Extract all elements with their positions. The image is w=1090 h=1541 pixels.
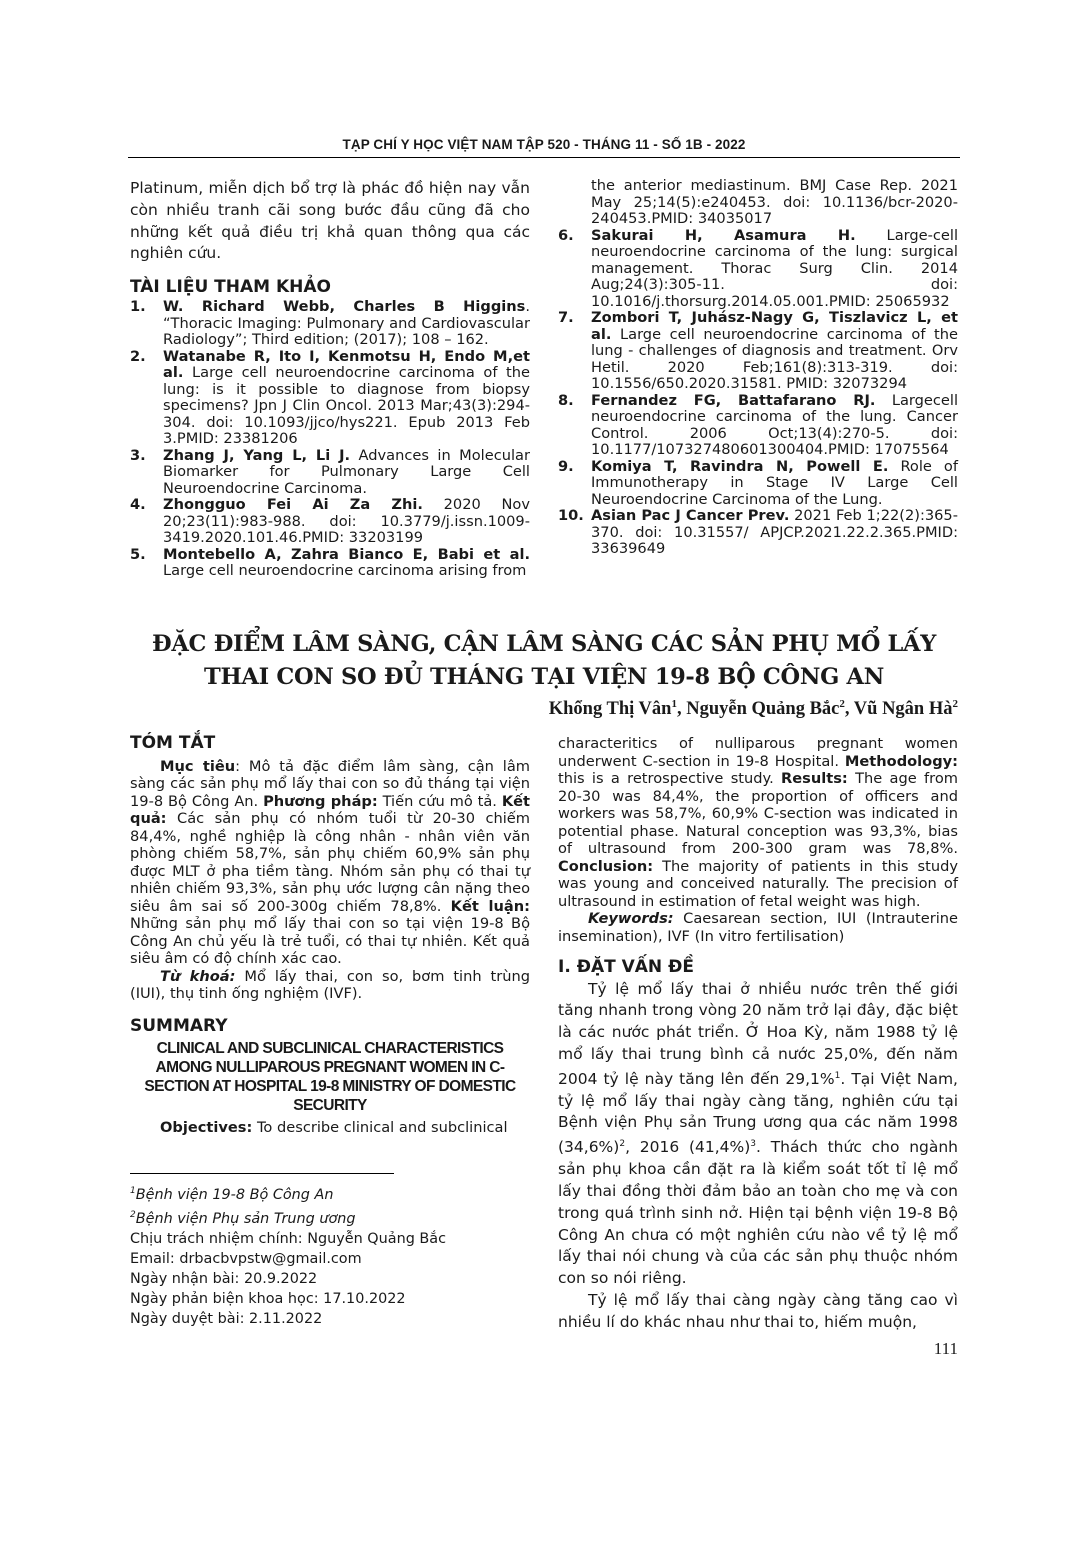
reference-text bbox=[163, 349, 530, 448]
article-authors: Khổng Thị Vân$^1$, Nguyễn Quảng Bắc$^2$, Vũ Ngân $Hà^2$ bbox=[548, 698, 958, 720]
reference-number: 7. bbox=[558, 309, 574, 326]
prev-article-closing-paragraph: Platinum, miễn dịch bổ trợ là phác đồ hiện nay vẫn còn nhiều tranh cãi song bước đầu cũng đã cho những kết quả điều trị khả quan thông qua các nghiên cứu. bbox=[130, 179, 530, 263]
reference-citation: Role of Immunotherapy in Stage IV Large Cell Neuroendocrine Carcinoma of the Lung. bbox=[591, 457, 959, 508]
reference-authors: Watanabe R, Ito I, Kenmotsu H, Endo M,et al. bbox=[163, 347, 530, 382]
intro-heading: I. ĐẶT VẤN ĐỀ bbox=[558, 957, 694, 977]
reference-authors: Montebello A, Zahra Bianco E, Babi et al. bbox=[163, 545, 530, 563]
reference-number: 5. bbox=[130, 545, 146, 563]
reference-authors: Zhang J, Yang L, Li J. bbox=[163, 446, 351, 464]
page-number: 111 bbox=[933, 1339, 958, 1358]
reference-citation: Advances in Molecular Biomarker for Pulmonary Large Cell Neuroendocrine Carcinoma. bbox=[163, 446, 530, 497]
reference-text bbox=[163, 547, 530, 580]
prev-article-right-column bbox=[558, 178, 958, 558]
en-abstract-title: CLINICAL AND SUBCLINICAL CHARACTERISTICS AMONG NULLIPAROUS PREGNANT WOMEN IN C-SECTION AT HOSPITAL 19-8 MINISTRY OF DOMESTIC SECURITY bbox=[144, 1040, 516, 1114]
author-affiliation: 2 bbox=[839, 698, 845, 710]
vn-abstract-heading: TÓM TẮT bbox=[130, 733, 216, 753]
conclusion-label: Conclusion: bbox=[558, 857, 654, 875]
reference-item bbox=[558, 508, 958, 558]
contact-email: Email: drbacbvpstw@gmail.com bbox=[130, 1250, 362, 1267]
reference-item bbox=[558, 459, 958, 509]
reference-text bbox=[163, 448, 530, 498]
en-abstract-objectives-start: Objectives: To describe clinical and subclinical bbox=[160, 1119, 508, 1136]
footnotes bbox=[130, 1181, 530, 1329]
reference-authors: W. Richard Webb, Charles B Higgins bbox=[163, 298, 526, 316]
reference-item bbox=[558, 393, 958, 459]
method-label: Phương pháp: bbox=[263, 792, 378, 810]
intro-paragraph-2: Tỷ lệ mổ lấy thai càng ngày càng tăng cao vì nhiều lí do khác nhau như thai to, hiếm muộn, bbox=[558, 1290, 958, 1331]
reference-item bbox=[558, 310, 958, 393]
vn-keywords: Từ khoá: Mổ lấy thai, con so, bơm tinh trùng (IUI), thụ tinh ống nghiệm (IVF). bbox=[130, 967, 530, 1002]
methodology-label: Methodology: bbox=[844, 752, 958, 770]
reference-citation: . “Thoracic Imaging: Pulmonary and Cardiovascular Radiology”; Third edition; (2017); 108 – 162. bbox=[163, 298, 530, 349]
reference-citation: Large cell neuroendocrine carcinoma of the lung: is it possible to diagnose from biopsy specimens? Jpn J Clin Oncol. 2013 Mar;43(3):294-304. doi: 10.1093/jjco/hys221. Epub 2013 Feb 3.PMID: 23381206 bbox=[163, 364, 530, 448]
affiliation-2: $^2$Bệnh viện Phụ sản Trung ương bbox=[130, 1209, 356, 1227]
reference-number: 6. bbox=[558, 226, 574, 244]
reference-authors: Asian Pac J Cancer Prev. bbox=[591, 507, 790, 524]
date-reviewed: Ngày phản biện khoa học: 17.10.2022 bbox=[130, 1290, 406, 1307]
reference-text bbox=[163, 299, 530, 349]
reference-item bbox=[558, 228, 958, 311]
responsible-author: Chịu trách nhiệm chính: Nguyễn Quảng Bắc bbox=[130, 1230, 447, 1247]
en-keywords: Keywords: Caesarean section, IUI (Intrauterine insemination), IVF (In vitro fertilisation) bbox=[558, 910, 958, 945]
reference-text bbox=[163, 497, 530, 547]
references-list-left bbox=[130, 299, 530, 580]
article-title: ĐẶC ĐIỂM LÂM SÀNG, CẬN LÂM SÀNG CÁC SẢN PHỤ MỔ LẤY THAI CON SO ĐỦ THÁNG TẠI VIỆN 19-8 BỘ CÔNG AN bbox=[152, 631, 936, 690]
results-label: Results: bbox=[781, 770, 848, 787]
date-received: Ngày nhận bài: 20.9.2022 bbox=[130, 1270, 318, 1287]
reference-authors: Zhongguo Fei Ai Za Zhi. bbox=[163, 496, 423, 514]
author-affiliation: 2 bbox=[952, 698, 958, 710]
intro-paragraph-1: Tỷ lệ mổ lấy thai ở nhiều nước trên thế giới tăng nhanh trong vòng 20 năm trở lại đây, đặc biệt là các nước phát triển. Ở Hoa Kỳ, năm 1988 tỷ lệ mổ lấy thai trung bình cả nước 25,0%, đến năm 2004 tỷ lệ này tăng lên đến 29,1%$^1$. Tại Việt Nam, tỷ lệ mổ lấy thai ngày càng tăng, nghiên cứu tại Bệnh viện Phụ sản Trung ương qua các năm 1998 $(34,6\%)^2$, 2016 $(41,4\%)^3$. Thách thức cho ngành sản phụ khoa cần đặt ra là kiểm soát tốt tỉ lệ mổ lấy thai đồng thời đảm bảo an toàn cho mẹ và con trong quá trình sinh nở. Hiện tại bệnh viện 19-8 Bộ Công An chưa có một nghiên cứu nào về tỷ lệ mổ lấy thai nói chung và của các sản phụ thuộc nhóm con so nói riêng. bbox=[558, 979, 958, 1288]
reference-number: 4. bbox=[130, 496, 146, 514]
reference-number: 1. bbox=[130, 298, 146, 316]
reference-citation: Largecell neuroendocrine carcinoma of the lung. Cancer Control. 2006 Oct;13(4):270-5. doi: 10.1177/107327480601300404.PMID: 17075564 bbox=[591, 391, 958, 458]
reference-citation: Large cell neuroendocrine carcinoma of the lung - challenges of diagnosis and treatment. Orv Hetil. 2020 Feb;161(8):313-319. doi: 10.1556/650.2020.31581. PMID: 32073294 bbox=[591, 325, 958, 392]
reference-item bbox=[130, 547, 530, 580]
reference-number: 10. bbox=[558, 507, 584, 524]
author-name: Vũ Ngân Hà bbox=[853, 699, 953, 720]
reference-text bbox=[591, 310, 958, 393]
reference-text bbox=[591, 508, 958, 558]
abstract-left-column bbox=[130, 735, 530, 1137]
reference-number: 8. bbox=[558, 391, 574, 409]
reference-citation: Large cell neuroendocrine carcinoma arising from bbox=[163, 562, 527, 580]
date-accepted: Ngày duyệt bài: 2.11.2022 bbox=[130, 1310, 323, 1327]
reference-authors: Komiya T, Ravindra N, Powell E. bbox=[591, 457, 889, 475]
reference-text bbox=[591, 393, 958, 459]
reference-text bbox=[591, 228, 958, 311]
reference-item bbox=[130, 299, 530, 349]
reference-item bbox=[130, 497, 530, 547]
prev-article-left-column bbox=[130, 178, 530, 580]
reference-text bbox=[591, 459, 958, 509]
author-name: Khổng Thị Vân bbox=[548, 699, 672, 720]
reference-5-continued: the anterior mediastinum. BMJ Case Rep. 2021 May 25;14(5):e240453. doi: 10.1136/bcr-2020-240453.PMID: 34035017 bbox=[591, 177, 958, 227]
reference-item bbox=[558, 178, 958, 228]
reference-number: 2. bbox=[130, 347, 146, 365]
reference-authors: Zombori T, Juhász-Nagy G, Tiszlavicz L, et al. bbox=[591, 309, 958, 343]
reference-citation: Large-cell neuroendocrine carcinoma of the lung: surgical management. Thorac Surg Clin. 2014 Aug;24(3):305-11. doi: 10.1016/j.thorsurg.2014.05.001.PMID: 25065932 bbox=[591, 226, 958, 310]
results-label: Kết quả: bbox=[130, 792, 530, 827]
reference-citation: 2020 Nov 20;23(11):983-988. doi: 10.3779/j.issn.1009-3419.2020.101.46.PMID: 33203199 bbox=[163, 496, 530, 547]
journal-header: TẠP CHÍ Y HỌC VIỆT NAM TẬP 520 - THÁNG 11 - SỐ 1B - 2022 bbox=[342, 137, 746, 152]
reference-authors: Sakurai H, Asamura H. bbox=[591, 226, 856, 244]
reference-number: 9. bbox=[558, 457, 574, 475]
footnote-rule bbox=[130, 1173, 394, 1174]
reference-citation: 2021 Feb 1;22(2):365-370. doi: 10.31557/ APJCP.2021.22.2.365.PMID: 33639649 bbox=[591, 507, 958, 557]
reference-authors: Fernandez FG, Battafarano RJ. bbox=[591, 391, 876, 409]
vn-abstract-body: Mục tiêu: Mô tả đặc điểm lâm sàng, cận lâm sàng các sản phụ mổ lấy thai con so đủ tháng tại viện 19-8 Bộ Công An. Phương pháp: Tiến cứu mô tả. Kết quả: Các sản phụ có nhóm tuổi từ 20-30 chiếm 84,4%, nghề nghiệp là công nhân - nhân viên văn phòng chiếm 58,7%, sản phụ chiếm 60,9% sản phụ được MLT ở pha tiềm tàng. Nhóm sản phụ có thai tự nhiên chiếm 93,3%, sản phụ ước lượng cân nặng theo siêu âm sai số 200-300g chiếm 78,8%. Kết luận: Những sản phụ mổ lấy thai con so tại viện 19-8 Bộ Công An chủ yếu là trẻ tuổi, có thai tự nhiên. Kết quả siêu âm có độ chính xác cao. bbox=[130, 757, 530, 967]
author-name: Nguyễn Quảng Bắc bbox=[686, 699, 840, 720]
en-abstract-body: characteritics of nulliparous pregnant women underwent C-section in 19-8 Hospital. Methodology: this is a retrospective study. Results: The age from 20-30 was 84,4%, the proportion of officers and workers was 58,7%, 60,9% C-section was indicated in potential phase. Natural conception was 93,3%, bias of ultrasound from 200-300 gram was 78,8%. Conclusion: The majority of patients in this study was young and conceived naturally. The precision of ultrasound in estimation of fetal weight was high. bbox=[558, 735, 958, 910]
keywords-label: Từ khoá: bbox=[160, 967, 236, 985]
abstract-right-column bbox=[558, 735, 958, 1334]
keywords-label: Keywords: bbox=[588, 910, 674, 927]
intro-body bbox=[558, 979, 958, 1334]
author-affiliation: 1 bbox=[671, 698, 677, 710]
affiliation-1: $^1$Bệnh viện 19-8 Bộ Công An bbox=[130, 1186, 334, 1203]
reference-item bbox=[130, 349, 530, 448]
conclusion-label: Kết luận: bbox=[450, 897, 530, 915]
objective-label: Mục tiêu bbox=[160, 757, 236, 775]
reference-item bbox=[130, 448, 530, 498]
references-list-right bbox=[558, 228, 958, 558]
objectives-label: Objectives: bbox=[160, 1119, 253, 1136]
reference-number: 3. bbox=[130, 446, 146, 464]
en-abstract-heading: SUMMARY bbox=[130, 1015, 228, 1036]
header-rule bbox=[128, 157, 960, 158]
references-heading: TÀI LIỆU THAM KHẢO bbox=[130, 277, 331, 298]
